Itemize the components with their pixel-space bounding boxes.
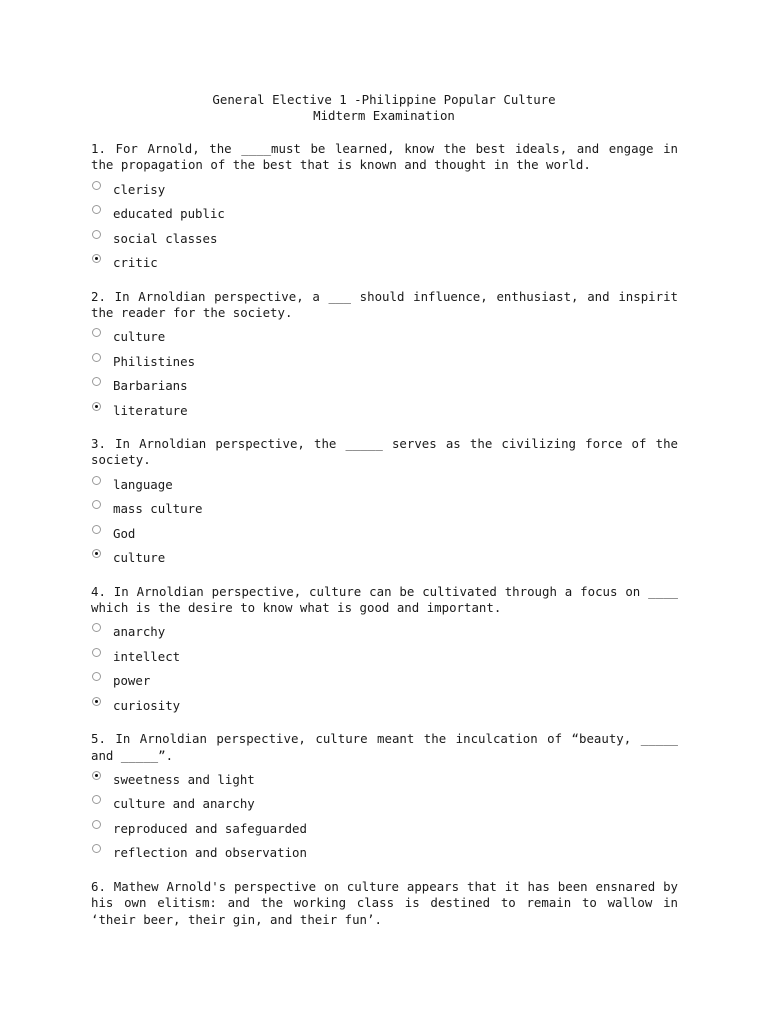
- option-label: literature: [113, 402, 188, 418]
- option-3-b[interactable]: [91, 497, 678, 522]
- option-label: reflection and observation: [113, 845, 307, 861]
- option-4-d[interactable]: [91, 694, 678, 719]
- option-4-b[interactable]: [91, 645, 678, 670]
- radio-button-icon[interactable]: [92, 648, 101, 657]
- question-1: [91, 141, 678, 276]
- option-2-d[interactable]: [91, 399, 678, 424]
- option-label: educated public: [113, 206, 225, 222]
- option-4-a[interactable]: [91, 620, 678, 645]
- option-label: power: [113, 673, 151, 689]
- exam-subtitle: Midterm Examination: [313, 108, 455, 123]
- radio-button-icon[interactable]: [92, 205, 101, 214]
- option-label: critic: [113, 255, 158, 271]
- option-1-b[interactable]: [91, 202, 678, 227]
- question-text: 5. In Arnoldian perspective, culture meant the inculcation of “beauty, _____ and _____”.: [91, 731, 678, 763]
- option-label: clerisy: [113, 181, 166, 197]
- question-5: [91, 731, 678, 866]
- option-label: curiosity: [113, 697, 181, 713]
- radio-button-icon[interactable]: [92, 377, 101, 386]
- option-2-a[interactable]: [91, 325, 678, 350]
- question-6: [91, 879, 678, 928]
- radio-button-icon[interactable]: [92, 353, 101, 362]
- option-3-d[interactable]: [91, 546, 678, 571]
- radio-button-icon[interactable]: [92, 500, 101, 509]
- radio-button-icon[interactable]: [92, 820, 101, 829]
- radio-button-icon[interactable]: [92, 181, 101, 190]
- question-3: [91, 436, 678, 571]
- option-label: anarchy: [113, 624, 166, 640]
- radio-button-selected-icon[interactable]: [92, 771, 101, 780]
- option-5-b[interactable]: [91, 792, 678, 817]
- option-1-a[interactable]: [91, 178, 678, 203]
- option-5-a[interactable]: [91, 768, 678, 793]
- radio-button-icon[interactable]: [92, 328, 101, 337]
- radio-button-icon[interactable]: [92, 795, 101, 804]
- option-label: intellect: [113, 648, 181, 664]
- option-2-b[interactable]: [91, 350, 678, 375]
- option-label: Philistines: [113, 353, 196, 369]
- option-1-c[interactable]: [91, 227, 678, 252]
- option-5-c[interactable]: [91, 817, 678, 842]
- option-3-c[interactable]: [91, 522, 678, 547]
- exam-header: [0, 92, 768, 124]
- option-label: reproduced and safeguarded: [113, 820, 307, 836]
- option-1-d[interactable]: [91, 251, 678, 276]
- question-list: [91, 141, 678, 941]
- radio-button-icon[interactable]: [92, 672, 101, 681]
- question-text: 3. In Arnoldian perspective, the _____ serves as the civilizing force of the society.: [91, 436, 678, 468]
- radio-button-icon[interactable]: [92, 476, 101, 485]
- radio-button-selected-icon[interactable]: [92, 254, 101, 263]
- option-label: culture: [113, 550, 166, 566]
- question-text: 1. For Arnold, the ____must be learned, know the best ideals, and engage in the propagation of the best that is known and thought in the world.: [91, 141, 678, 173]
- option-label: mass culture: [113, 501, 203, 517]
- option-label: sweetness and light: [113, 771, 255, 787]
- radio-button-selected-icon[interactable]: [92, 402, 101, 411]
- question-4: [91, 584, 678, 719]
- option-label: God: [113, 525, 136, 541]
- exam-title: General Elective 1 -Philippine Popular Culture: [212, 92, 556, 107]
- question-text: 4. In Arnoldian perspective, culture can be cultivated through a focus on ____ which is the desire to know what is good and important.: [91, 583, 678, 616]
- radio-button-icon[interactable]: [92, 230, 101, 239]
- question-text: 6. Mathew Arnold's perspective on culture appears that it has been ensnared by his own elitism: and the working class is destined to remain to wallow in ‘their beer, their gin, and their fun’.: [91, 878, 678, 927]
- radio-button-selected-icon[interactable]: [92, 697, 101, 706]
- option-label: culture: [113, 329, 166, 345]
- radio-button-icon[interactable]: [92, 844, 101, 853]
- option-5-d[interactable]: [91, 841, 678, 866]
- question-2: [91, 289, 678, 424]
- option-2-c[interactable]: [91, 374, 678, 399]
- option-label: language: [113, 476, 173, 492]
- radio-button-icon[interactable]: [92, 525, 101, 534]
- option-label: culture and anarchy: [113, 796, 255, 812]
- option-3-a[interactable]: [91, 473, 678, 498]
- option-label: Barbarians: [113, 378, 188, 394]
- radio-button-selected-icon[interactable]: [92, 549, 101, 558]
- option-4-c[interactable]: [91, 669, 678, 694]
- question-text: 2. In Arnoldian perspective, a ___ should influence, enthusiast, and inspirit the reader for the society.: [91, 288, 678, 320]
- option-label: social classes: [113, 230, 218, 246]
- radio-button-icon[interactable]: [92, 623, 101, 632]
